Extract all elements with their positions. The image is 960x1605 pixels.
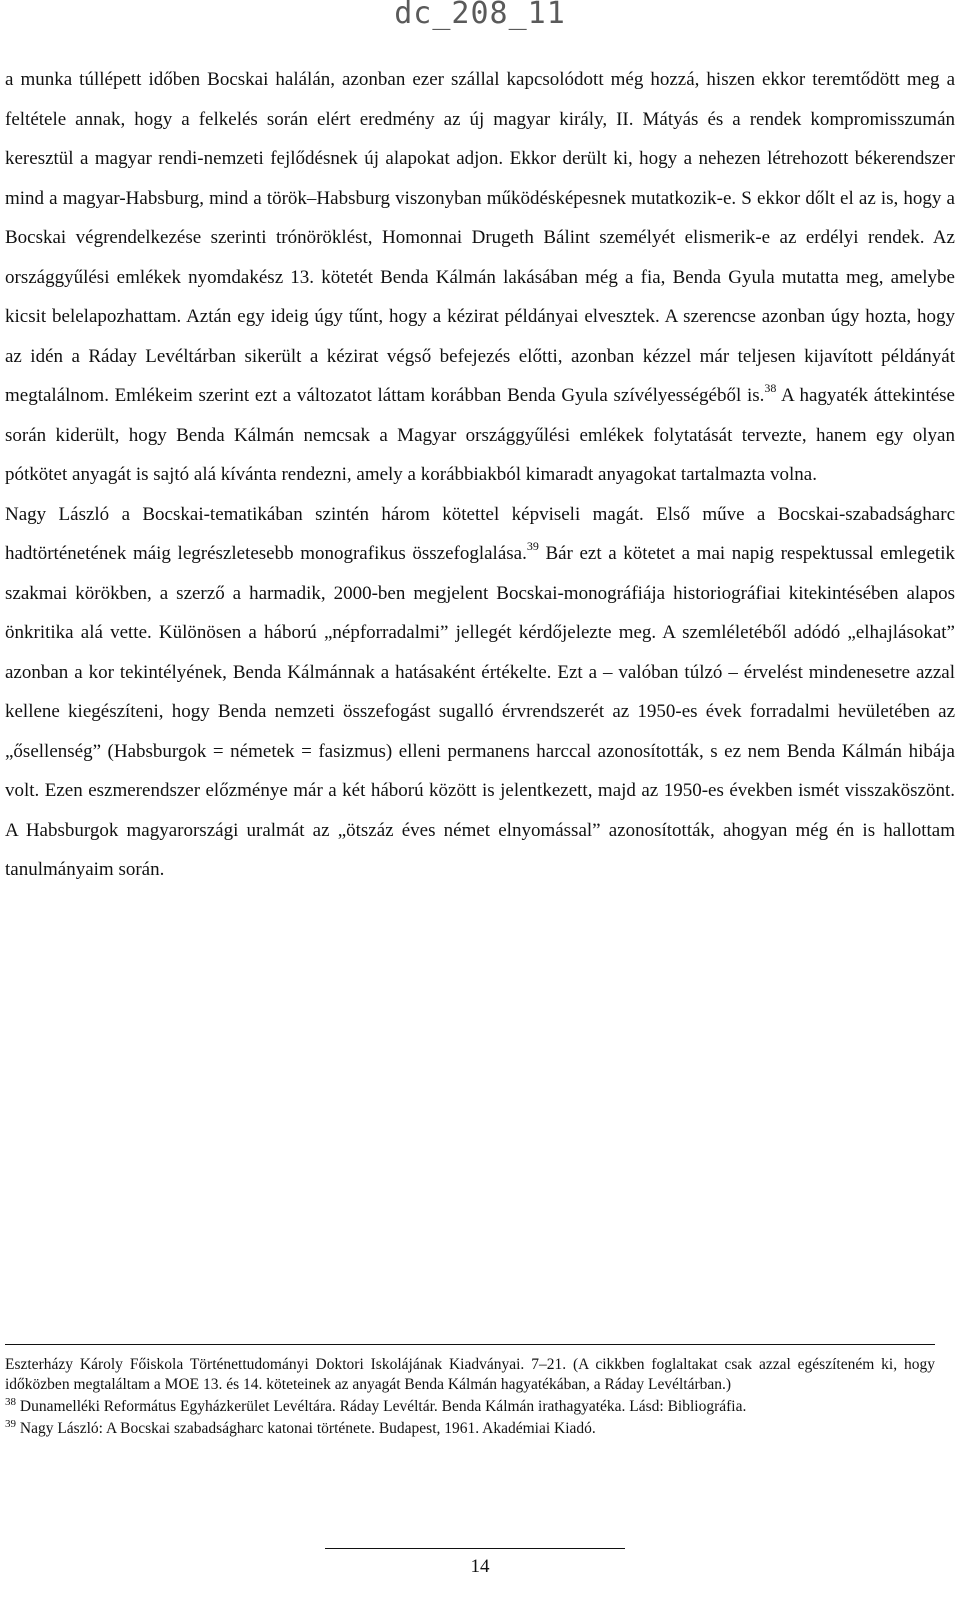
paragraph-2-text-a: Nagy László a Bocskai-tematikában szintén három kötettel képviseli magát. Első műve a Bocskai-szabadságharc hadtörténetének máig legrészletesebb monografikus összefoglalása. [5, 503, 955, 564]
footnote-39-text: Nagy László: A Bocskai szabadságharc katonai története. Budapest, 1961. Akadémiai Kiadó. [16, 1420, 596, 1437]
footnote-separator [5, 1344, 935, 1345]
page-number: 14 [470, 1556, 490, 1577]
paragraph-1 [5, 60, 955, 495]
footnote-39-number: 39 [5, 1418, 16, 1430]
footnote-38-number: 38 [5, 1396, 16, 1408]
footnotes [5, 1355, 935, 1441]
footnote-38-text: Dunamelléki Református Egyházkerület Levéltára. Ráday Levéltár. Benda Kálmán irathagyatéka. Lásd: Bibliográfia. [16, 1398, 747, 1415]
paragraph-2-text-b: Bár ezt a kötetet a mai napig respektussal emlegetik szakmai körökben, a szerző a harmadik, 2000-ben megjelent Bocskai-monográfiája historiográfiai kitekintésében alapos önkritika alá vette. Különösen a háború „népforradalmi” jellegét kérdőjelezte meg. A szemléletéből adódó „elhajlásokat” azonban a kor tekintélyének, Benda Kálmánnak a hatásaként értékelte. Ezt a – valóban túlzó – érvelést mindenesetre azzal kellene kiegészíteni, hogy Benda nemzeti összefogást sugalló érvrendszerét az 1950-es évek forradalmi hevületében az „ősellenség” (Habsburgok = németek = fasizmus) elleni permanens harccal azonosították, s ez nem Benda Kálmán hibája volt. Ezen eszmerendszer előzménye már a két háború között is jelentkezett, majd az 1950-es években ismét visszaköszönt. A Habsburgok magyarországi uralmát az „ötszáz éves német elnyomással” azonosították, ahogyan még én is hallottam tanulmányaim során. [5, 543, 955, 880]
footnote-ref-39[interactable]: 39 [526, 539, 539, 553]
footnote-continuation: Eszterházy Károly Főiskola Történettudományi Doktori Iskolájának Kiadványai. 7–21. (A cikkben foglaltakat csak azzal egészíteném ki, hogy időközben megtaláltam a MOE 13. és 14. köteteinek az anyagát Benda Kálmán hagyatékában, a Ráday Levéltárban.) [5, 1356, 935, 1393]
document-id-watermark: dc_208_11 [394, 0, 566, 31]
paragraph-2 [5, 495, 955, 890]
paragraph-1-text-a: a munka túllépett időben Bocskai halálán, azonban ezer szállal kapcsolódott még hozzá, hiszen ekkor teremtődött meg a feltétele annak, hogy a felkelés során elért eredmény az új magyar király, II. Mátyás és a rendek kompromisszumán keresztül a magyar rendi-nemzeti fejlődésnek új alapokat adjon. Ekkor derült ki, hogy a nehezen létrehozott békerendszer mind a magyar-Habsburg, mind a török–Habsburg viszonyban működésképesnek mutatkozik-e. S ekkor dőlt el az is, hogy a Bocskai végrendelkezése szerinti trónöröklést, Homonnai Drugeth Bálint személyét elismerik-e az erdélyi rendek. Az országgyűlési emlékek nyomdakész 13. kötetét Benda Kálmán lakásában még a fia, Benda Gyula mutatta meg, amelybe kicsit belelapozhattam. Aztán egy ideig úgy tűnt, hogy a kézirat példányai elvesztek. A szerencse azonban úgy hozta, hogy az idén a Ráday Levéltárban sikerült a kézirat végső befejezés előtti, azonban kézzel már teljesen kijavított példányát megtalálnom. Emlékeim szerint ezt a változatot láttam korábban Benda Gyula szívélyességéből is. [5, 69, 955, 406]
paragraph-1-text-b: A hagyaték áttekintése során kiderült, hogy Benda Kálmán nemcsak a Magyar országgyűlési emlékek folytatását tervezte, hanem egy olyan pótkötet anyagát is sajtó alá kívánta rendezni, amely a korábbiakból kimaradt anyagokat tartalmazta volna. [5, 385, 955, 485]
footnote-38 [5, 1397, 935, 1417]
footnote-ref-38[interactable]: 38 [764, 381, 777, 395]
main-text [5, 60, 955, 890]
footnote-39 [5, 1419, 935, 1439]
